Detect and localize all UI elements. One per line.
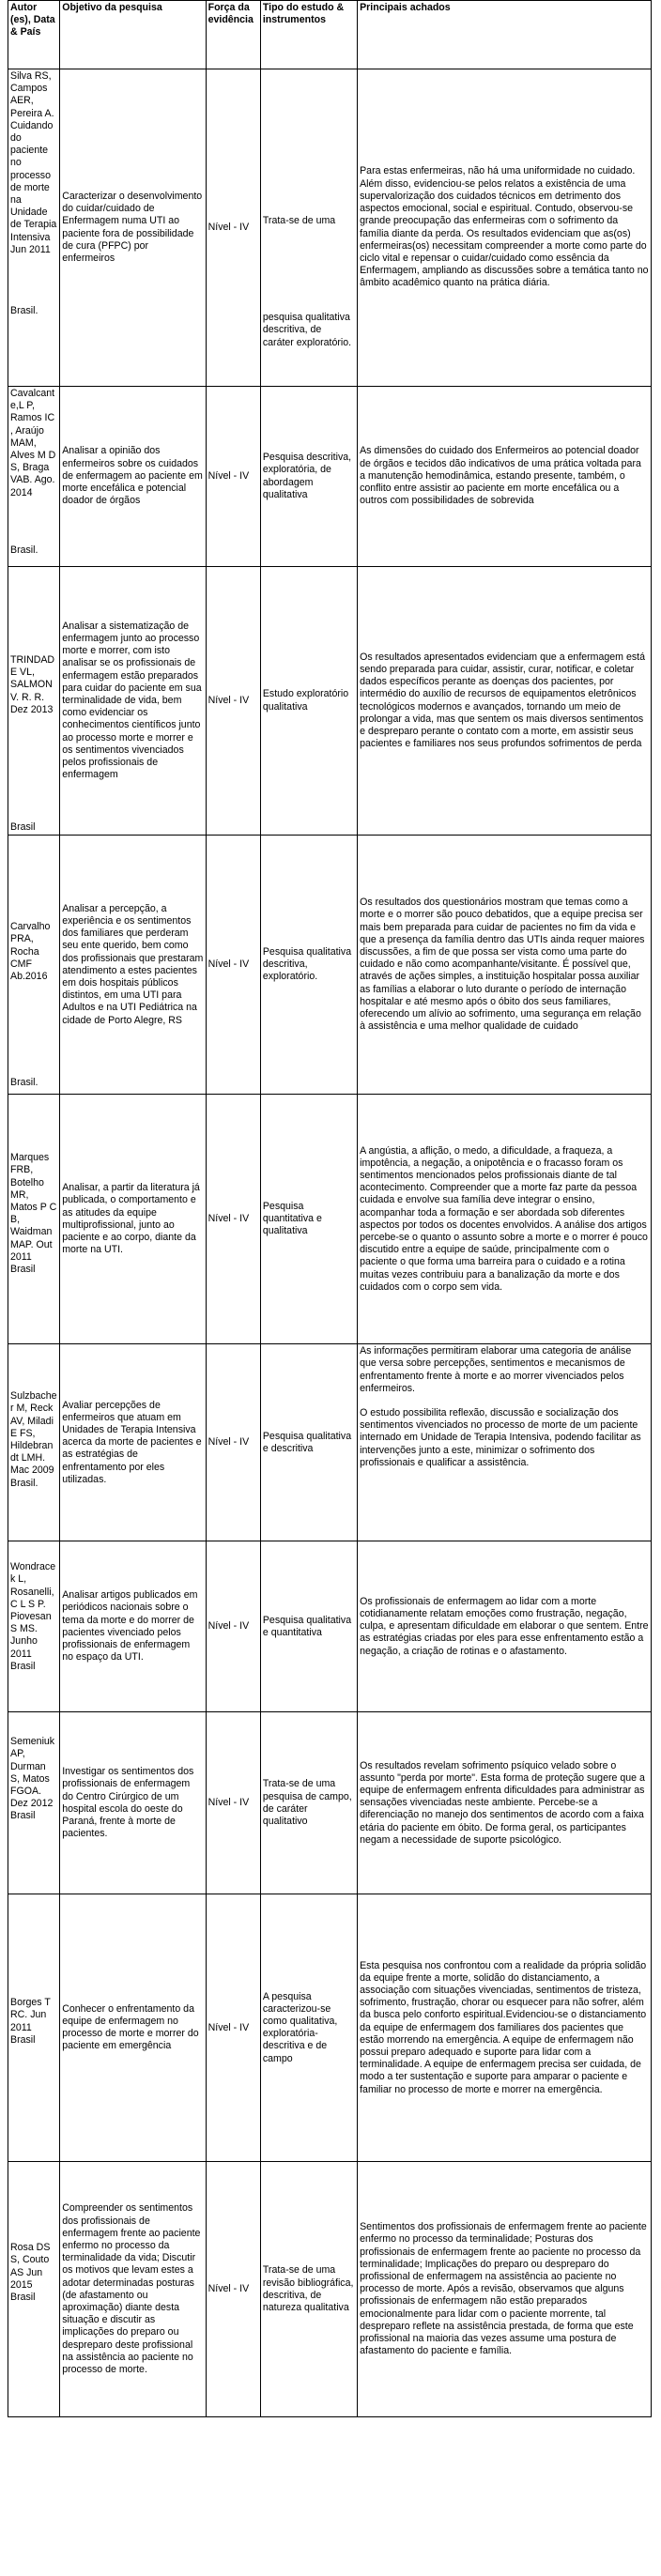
cell-tipo: Pesquisa qualitativa descritiva, exploratório.: [260, 836, 357, 1095]
pais-text: Brasil: [10, 1660, 36, 1672]
cell-tipo: [260, 69, 357, 387]
cell-forca: Nível - IV: [206, 1541, 260, 1712]
table-row: [8, 1541, 652, 1712]
autor-text: Rosa DS S, Couto AS Jun 2015: [10, 2242, 51, 2291]
cell-achados: Para estas enfermeiras, não há uma uniformidade no cuidado. Além disso, evidenciou-se pelos relatos a existência de uma supervalorização dos cuidados técnicos em detrimento dos aspectos emocional, social e espiritual. Contudo, observou-se grande preocupação das enfermeiras com o sofrimento da família diante da perda. Os resultados evidenciam que as(os) enfermeiras(os) necessitam compreender a morte como parte do ciclo vital e repensar o cuidar/cuidado como essência da Enfermagem, ampliando as discussões sobre a temática tanto no âmbito acadêmico quanto na prática diária.: [358, 69, 652, 387]
cell-autor: [8, 1894, 60, 2162]
table-row: [8, 1894, 652, 2162]
table-row: [8, 1344, 652, 1541]
table-row: [8, 836, 652, 1095]
cell-tipo: A pesquisa caracterizou-se como qualitativa, exploratória-descritiva e de campo: [260, 1894, 357, 2162]
cell-forca: Nível - IV: [206, 1894, 260, 2162]
cell-achados: A angústia, a aflição, o medo, a dificuldade, a fraqueza, a impotência, a negação, a onipotência e o fracasso foram os sentimentos mencionados pelos profissionais diante de tal acontecimento. Compreender que a morte faz parte da pessoa cuidada e envolve sua família deve integrar o ensino, acompanhar toda a formação e ser abordada sob diferentes aspectos por todos os docentes envolvidos. A análise dos artigos percebe-se o quanto o assunto sobre a morte e o morrer é pouco discutido entre a equipe de saúde, principalmente com o paciente o que forma uma barreira para o cuidado e a rotina muitas vezes contribuiu para a banalização da morte e dos cuidados com o corpo sem vida.: [358, 1095, 652, 1344]
cell-tipo: Pesquisa quantitativa e qualitativa: [260, 1095, 357, 1344]
cell-forca: Nível - IV: [206, 69, 260, 387]
pais-text: Brasil: [10, 821, 36, 834]
cell-autor: [8, 1344, 60, 1541]
pais-text: Brasil.: [10, 1477, 38, 1489]
cell-achados: As dimensões do cuidado dos Enfermeiros ao potencial doador de órgãos e tecidos dão indicativos de uma prática voltada para a manutenção hemodinâmica, estando presente, também, o conflito entre assistir ao paciente em morte encefálica ou a outros com possibilidades de sobrevida: [358, 387, 652, 567]
cell-autor: [8, 69, 60, 387]
autor-text: Carvalho PRA, Rocha CMF Ab.2016: [10, 921, 51, 983]
pais-text: Brasil.: [10, 305, 38, 317]
cell-forca: Nível - IV: [206, 1712, 260, 1894]
cell-objetivo: Caracterizar o desenvolvimento do cuidar/cuidado de Enfermagem numa UTI ao paciente fora de possibilidade de cura (PFPC) por enfermeiros: [60, 69, 206, 387]
autor-text: Wondracek L, Rosanelli, C L S P. Piovesan S MS. Junho 2011: [10, 1561, 56, 1660]
autor-text: Borges T RC. Jun 2011: [10, 1997, 51, 2033]
pais-text: Brasil.: [10, 544, 38, 556]
cell-forca: Nível - IV: [206, 2162, 260, 2417]
pais-text: Brasil: [10, 2033, 36, 2046]
cell-autor: [8, 1541, 60, 1712]
header-autor: Autor (es), Data & País: [8, 1, 60, 69]
cell-objetivo: Analisar artigos publicados em periódicos nacionais sobre o tema da morte e do morrer de pacientes vivenciado pelos profissionais de enfermagem no espaço da UTI.: [60, 1541, 206, 1712]
cell-forca: Nível - IV: [206, 387, 260, 567]
cell-tipo: Trata-se de uma pesquisa de campo, de caráter qualitativo: [260, 1712, 357, 1894]
achados-text-2: O estudo possibilita reflexão, discussão e socialização dos sentimentos vivenciados no processo de morte de um paciente internado em Unidade de Terapia Intensiva, podendo facilitar as intervenções junto a este, minimizar o sofrimento dos profissionais e qualificar a assistência.: [360, 1407, 641, 1468]
cell-tipo: Trata-se de uma revisão bibliográfica, descritiva, de natureza qualitativa: [260, 2162, 357, 2417]
tipo-text-a: Trata-se de uma: [262, 215, 336, 226]
table-row: [8, 1712, 652, 1894]
cell-tipo: Pesquisa qualitativa e descritiva: [260, 1344, 357, 1541]
cell-tipo: Estudo exploratório qualitativa: [260, 567, 357, 836]
cell-autor: [8, 1095, 60, 1344]
cell-objetivo: Investigar os sentimentos dos profissionais de enfermagem do Centro Cirúrgico de um hospital escola do oeste do Paraná, frente à morte de pacientes.: [60, 1712, 206, 1894]
cell-tipo: Pesquisa qualitativa e quantitativa: [260, 1541, 357, 1712]
cell-achados: Os resultados dos questionários mostram que temas como a morte e o morrer são pouco debatidos, que a equipe precisa ser mais bem preparada para cuidar de pacientes no fim da vida e que a presença da família dentro das UTIs ainda requer maiores discussões, a fim de que possa ser vista como uma parte do cuidado e não como acompanhante/visitante. É possível que, através de ações simples, a instituição hospitalar possa auxiliar as famílias a elaborar o luto durante o período de internação hospitalar e até mesmo após o óbito dos seus familiares, oferecendo um alívio ao sofrimento, uma segurança em relação à assistência e uma melhor qualidade de cuidado: [358, 836, 652, 1095]
table-row: [8, 2162, 652, 2417]
cell-objetivo: Analisar a sistematização de enfermagem junto ao processo morte e morrer, com isto analisar se os profissionais de enfermagem estão preparados para cuidar do paciente em sua terminalidade de vida, bem como evidenciar os conhecimentos científicos junto ao processo morte e morrer e os sentimentos vivenciados pelos profissionais de enfermagem: [60, 567, 206, 836]
cell-objetivo: Analisar a percepção, a experiência e os sentimentos dos familiares que perderam seu ente querido, bem como dos profissionais que prestaram atendimento a estes pacientes em dois hospitais públicos distintos, em uma UTI para Adultos e na UTI Pediátrica na cidade de Porto Alegre, RS: [60, 836, 206, 1095]
cell-forca: Nível - IV: [206, 567, 260, 836]
cell-autor: [8, 1712, 60, 1894]
autor-text: Marques FRB, Botelho MR, Matos P C B, Waidman MAP. Out 2011: [10, 1152, 57, 1263]
autor-text: Silva RS, Campos AER, Pereira A. Cuidando do paciente no processo de morte na Unidade de Terapia Intensiva Jun 2011: [10, 70, 57, 255]
cell-objetivo: Avaliar percepções de enfermeiros que atuam em Unidades de Terapia Intensiva acerca da morte de pacientes e as estratégias de enfrentamento por eles utilizadas.: [60, 1344, 206, 1541]
cell-autor: [8, 387, 60, 567]
autor-text: TRINDADE VL, SALMON V. R. R. Dez 2013: [10, 654, 55, 715]
cell-achados: Os resultados apresentados evidenciam que a enfermagem está sendo preparada para cuidar, assistir, curar, notificar, e coletar dados específicos perante as doenças dos pacientes, por intermédio do auxílio de recursos de equipamentos eletrônicos tecnológicos modernos e avançados, tornando um meio de prolongar a vida, mas que sentem os mais diversos sentimentos e despreparo perante o contato com a morte, em assistir seus pacientes e familiares nos seus profundos sofrimentos de perda: [358, 567, 652, 836]
cell-achados: Os resultados revelam sofrimento psíquico velado sobre o assunto "perda por morte". Esta forma de proteção sugere que a equipe de enfermagem enfrenta dificuldades para administrar as sensações vivenciadas neste ambiente. Percebe-se a diferenciação no manejo dos sentimentos de acordo com a faixa etária do paciente em óbito. De forma geral, os participantes negam a necessidade de suporte psicológico.: [358, 1712, 652, 1894]
cell-objetivo: Compreender os sentimentos dos profissionais de enfermagem frente ao paciente enfermo no processo da terminalidade da vida; Discutir os motivos que levam estes a adotar determinadas posturas (de afastamento ou aproximação) diante desta situação e discutir as implicações do preparo ou despreparo deste profissional na assistência ao paciente no processo de morte.: [60, 2162, 206, 2417]
autor-text: Semeniuk AP, Durman S, Matos FGOA. Dez 2012: [10, 1736, 55, 1810]
pais-text: Brasil: [10, 1810, 36, 1822]
pais-text: Brasil: [10, 2292, 36, 2304]
autor-text: Sulzbacher M, Reck AV, Miladi E FS, Hildebrandt LMH. Mac 2009: [10, 1390, 57, 1477]
header-objetivo: Objetivo da pesquisa: [60, 1, 206, 69]
pais-text: Brasil: [10, 1264, 36, 1276]
cell-achados: Sentimentos dos profissionais de enfermagem frente ao paciente enfermo no processo da terminalidade; Posturas dos profissionais de enfermagem frente ao paciente no processo da terminalidade; Implicações do preparo ou despreparo do profissional de enfermagem na assistência ao paciente no processo de morte. Após a revisão, observamos que alguns profissionais de enfermagem não estão preparados emocionalmente para lidar com o paciente morrente, tal despreparo reflete na assistência prestada, de forma que este profissional na maioria das vezes assume uma postura de afastamento do paciente e família.: [358, 2162, 652, 2417]
table-row: [8, 1095, 652, 1344]
cell-objetivo: Conhecer o enfrentamento da equipe de enfermagem no processo de morte e morrer do paciente em emergência: [60, 1894, 206, 2162]
cell-achados: [358, 1344, 652, 1541]
achados-text-1: As informações permitiram elaborar uma categoria de análise que versa sobre percepções, sentimentos e mecanismos de enfrentamento frente à morte e ao morrer vivenciados pelos enfermeiros.: [360, 1345, 632, 1394]
table-row: [8, 69, 652, 387]
cell-autor: [8, 2162, 60, 2417]
tipo-text-b: pesquisa qualitativa descritiva, de caráter exploratório.: [262, 312, 352, 348]
table-row: [8, 387, 652, 567]
cell-objetivo: Analisar a opinião dos enfermeiros sobre os cuidados de enfermagem ao paciente em morte encefálica e potencial doador de órgãos: [60, 387, 206, 567]
header-forca: Força da evidência: [206, 1, 260, 69]
cell-achados: Os profissionais de enfermagem ao lidar com a morte cotidianamente relatam emoções como frustração, negação, culpa, e apresentam dificuldade em elaborar o que sentem. Entre as estratégias criadas por eles para esse enfrentamento estão a negação, a criação de rotinas e o afastamento.: [358, 1541, 652, 1712]
cell-autor: [8, 836, 60, 1095]
header-tipo: Tipo do estudo & instrumentos: [260, 1, 357, 69]
autor-text: Cavalcante,L P, Ramos IC , Araújo MAM, Alves M D S, Braga VAB. Ago. 2014: [10, 388, 56, 498]
cell-autor: [8, 567, 60, 836]
cell-forca: Nível - IV: [206, 836, 260, 1095]
cell-forca: Nível - IV: [206, 1095, 260, 1344]
table-header-row: [8, 1, 652, 69]
cell-tipo: Pesquisa descritiva, exploratória, de abordagem qualitativa: [260, 387, 357, 567]
table-row: [8, 567, 652, 836]
cell-objetivo: Analisar, a partir da literatura já publicada, o comportamento e as atitudes da equipe multiprofissional, junto ao paciente e ao corpo, diante da morte na UTI.: [60, 1095, 206, 1344]
header-achados: Principais achados: [358, 1, 652, 69]
pais-text: Brasil.: [10, 1077, 38, 1089]
cell-achados: Esta pesquisa nos confrontou com a realidade da própria solidão da equipe frente a morte, solidão do distanciamento, a associação com situações vivenciadas, sentimentos de tristeza, sofrimento, frustração, chorar ou esquecer para não sofrer, além da busca pelo conforto espiritual.Evidenciou-se o distanciamento da equipe de enfermagem dos familiares dos pacientes que estão morrendo na emergência. A equipe de enfermagem não possui preparo adequado e suporte para lidar com a terminalidade. A equipe de enfermagem precisa ser cuidada, de modo a ter sustentação e suporte para amparar o paciente e familiar no processo de morte e morrer na emergência.: [358, 1894, 652, 2162]
literature-review-table: [8, 0, 652, 2417]
cell-forca: Nível - IV: [206, 1344, 260, 1541]
